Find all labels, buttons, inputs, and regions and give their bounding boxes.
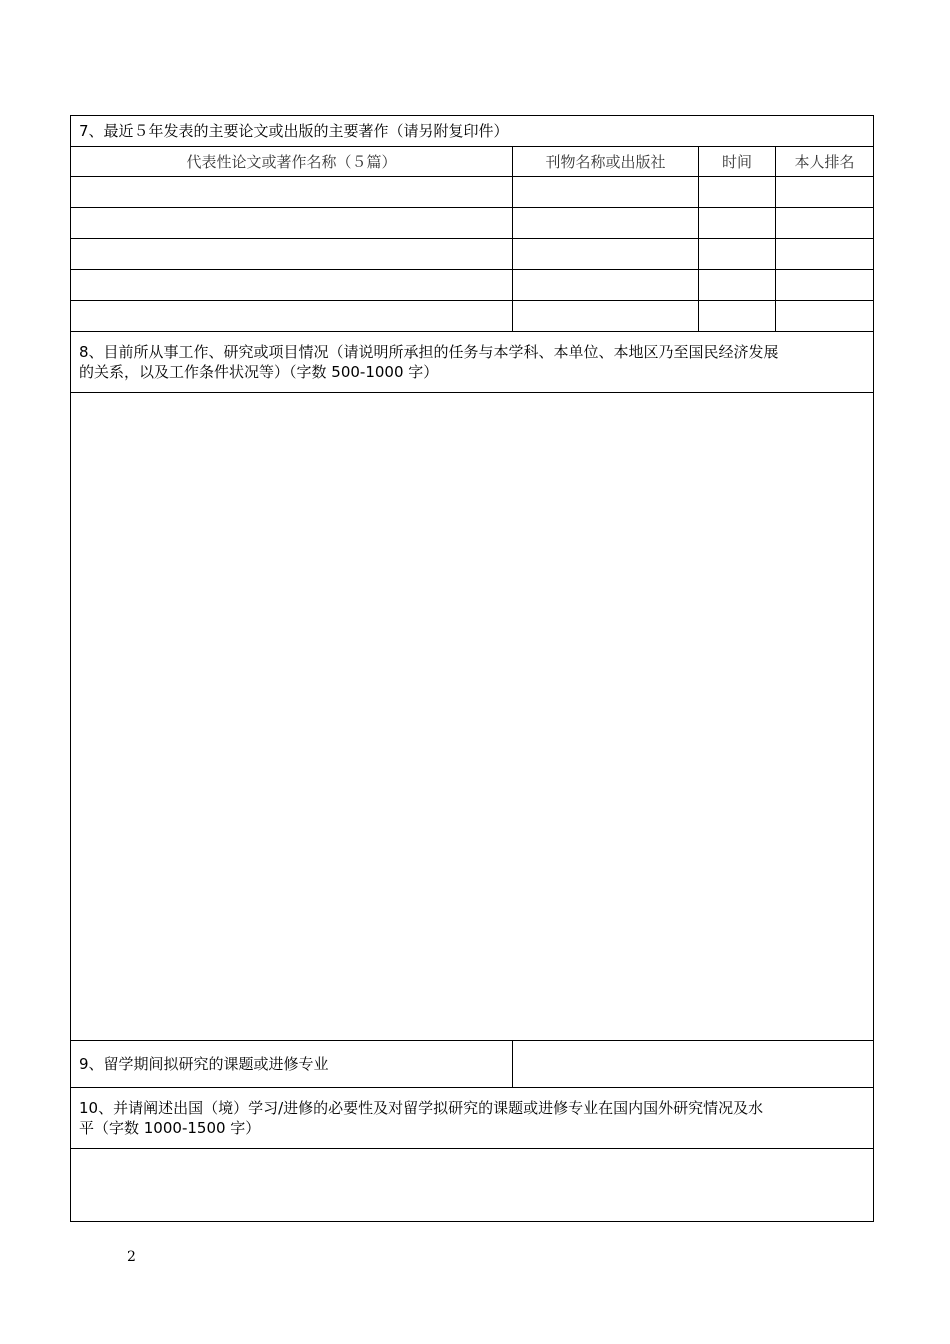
table-row	[71, 208, 874, 239]
paper-title-cell[interactable]	[71, 270, 513, 301]
table-row	[71, 270, 874, 301]
time-cell[interactable]	[699, 177, 776, 208]
publisher-cell[interactable]	[513, 208, 699, 239]
column-header-publisher: 刊物名称或出版社	[513, 147, 699, 177]
section-9-label: 9、留学期间拟研究的课题或进修专业	[71, 1041, 513, 1088]
publisher-cell[interactable]	[513, 239, 699, 270]
application-form-table	[70, 115, 874, 1222]
paper-title-cell[interactable]	[71, 208, 513, 239]
time-cell[interactable]	[699, 239, 776, 270]
section-8-title	[71, 332, 874, 393]
table-row	[71, 301, 874, 332]
rank-cell[interactable]	[776, 208, 874, 239]
rank-cell[interactable]	[776, 177, 874, 208]
publisher-cell[interactable]	[513, 177, 699, 208]
paper-title-cell[interactable]	[71, 301, 513, 332]
section-10-title-line-1: 10、并请阐述出国（境）学习/进修的必要性及对留学拟研究的课题或进修专业在国内国外研究情况及水	[79, 1099, 764, 1117]
rank-cell[interactable]	[776, 270, 874, 301]
publisher-cell[interactable]	[513, 301, 699, 332]
page-number: 2	[127, 1249, 136, 1265]
table-row	[71, 177, 874, 208]
column-header-title: 代表性论文或著作名称（５篇）	[71, 147, 513, 177]
section-9-value-field[interactable]	[513, 1041, 874, 1088]
section-10-content-area[interactable]	[71, 1149, 874, 1222]
publisher-cell[interactable]	[513, 270, 699, 301]
section-10-title	[71, 1088, 874, 1149]
time-cell[interactable]	[699, 270, 776, 301]
table-row	[71, 239, 874, 270]
section-8-content-area[interactable]	[71, 393, 874, 1041]
time-cell[interactable]	[699, 208, 776, 239]
column-header-rank: 本人排名	[776, 147, 874, 177]
section-7-title: 7、最近５年发表的主要论文或出版的主要著作（请另附复印件）	[71, 116, 874, 147]
column-header-time: 时间	[699, 147, 776, 177]
paper-title-cell[interactable]	[71, 239, 513, 270]
paper-title-cell[interactable]	[71, 177, 513, 208]
rank-cell[interactable]	[776, 301, 874, 332]
section-8-title-line-2: 的关系，以及工作条件状况等）（字数 500-1000 字）	[79, 363, 439, 381]
time-cell[interactable]	[699, 301, 776, 332]
section-10-title-line-2: 平（字数 1000-1500 字）	[79, 1119, 261, 1137]
section-8-title-line-1: 8、目前所从事工作、研究或项目情况（请说明所承担的任务与本学科、本单位、本地区乃至国民经济发展	[79, 343, 779, 361]
rank-cell[interactable]	[776, 239, 874, 270]
